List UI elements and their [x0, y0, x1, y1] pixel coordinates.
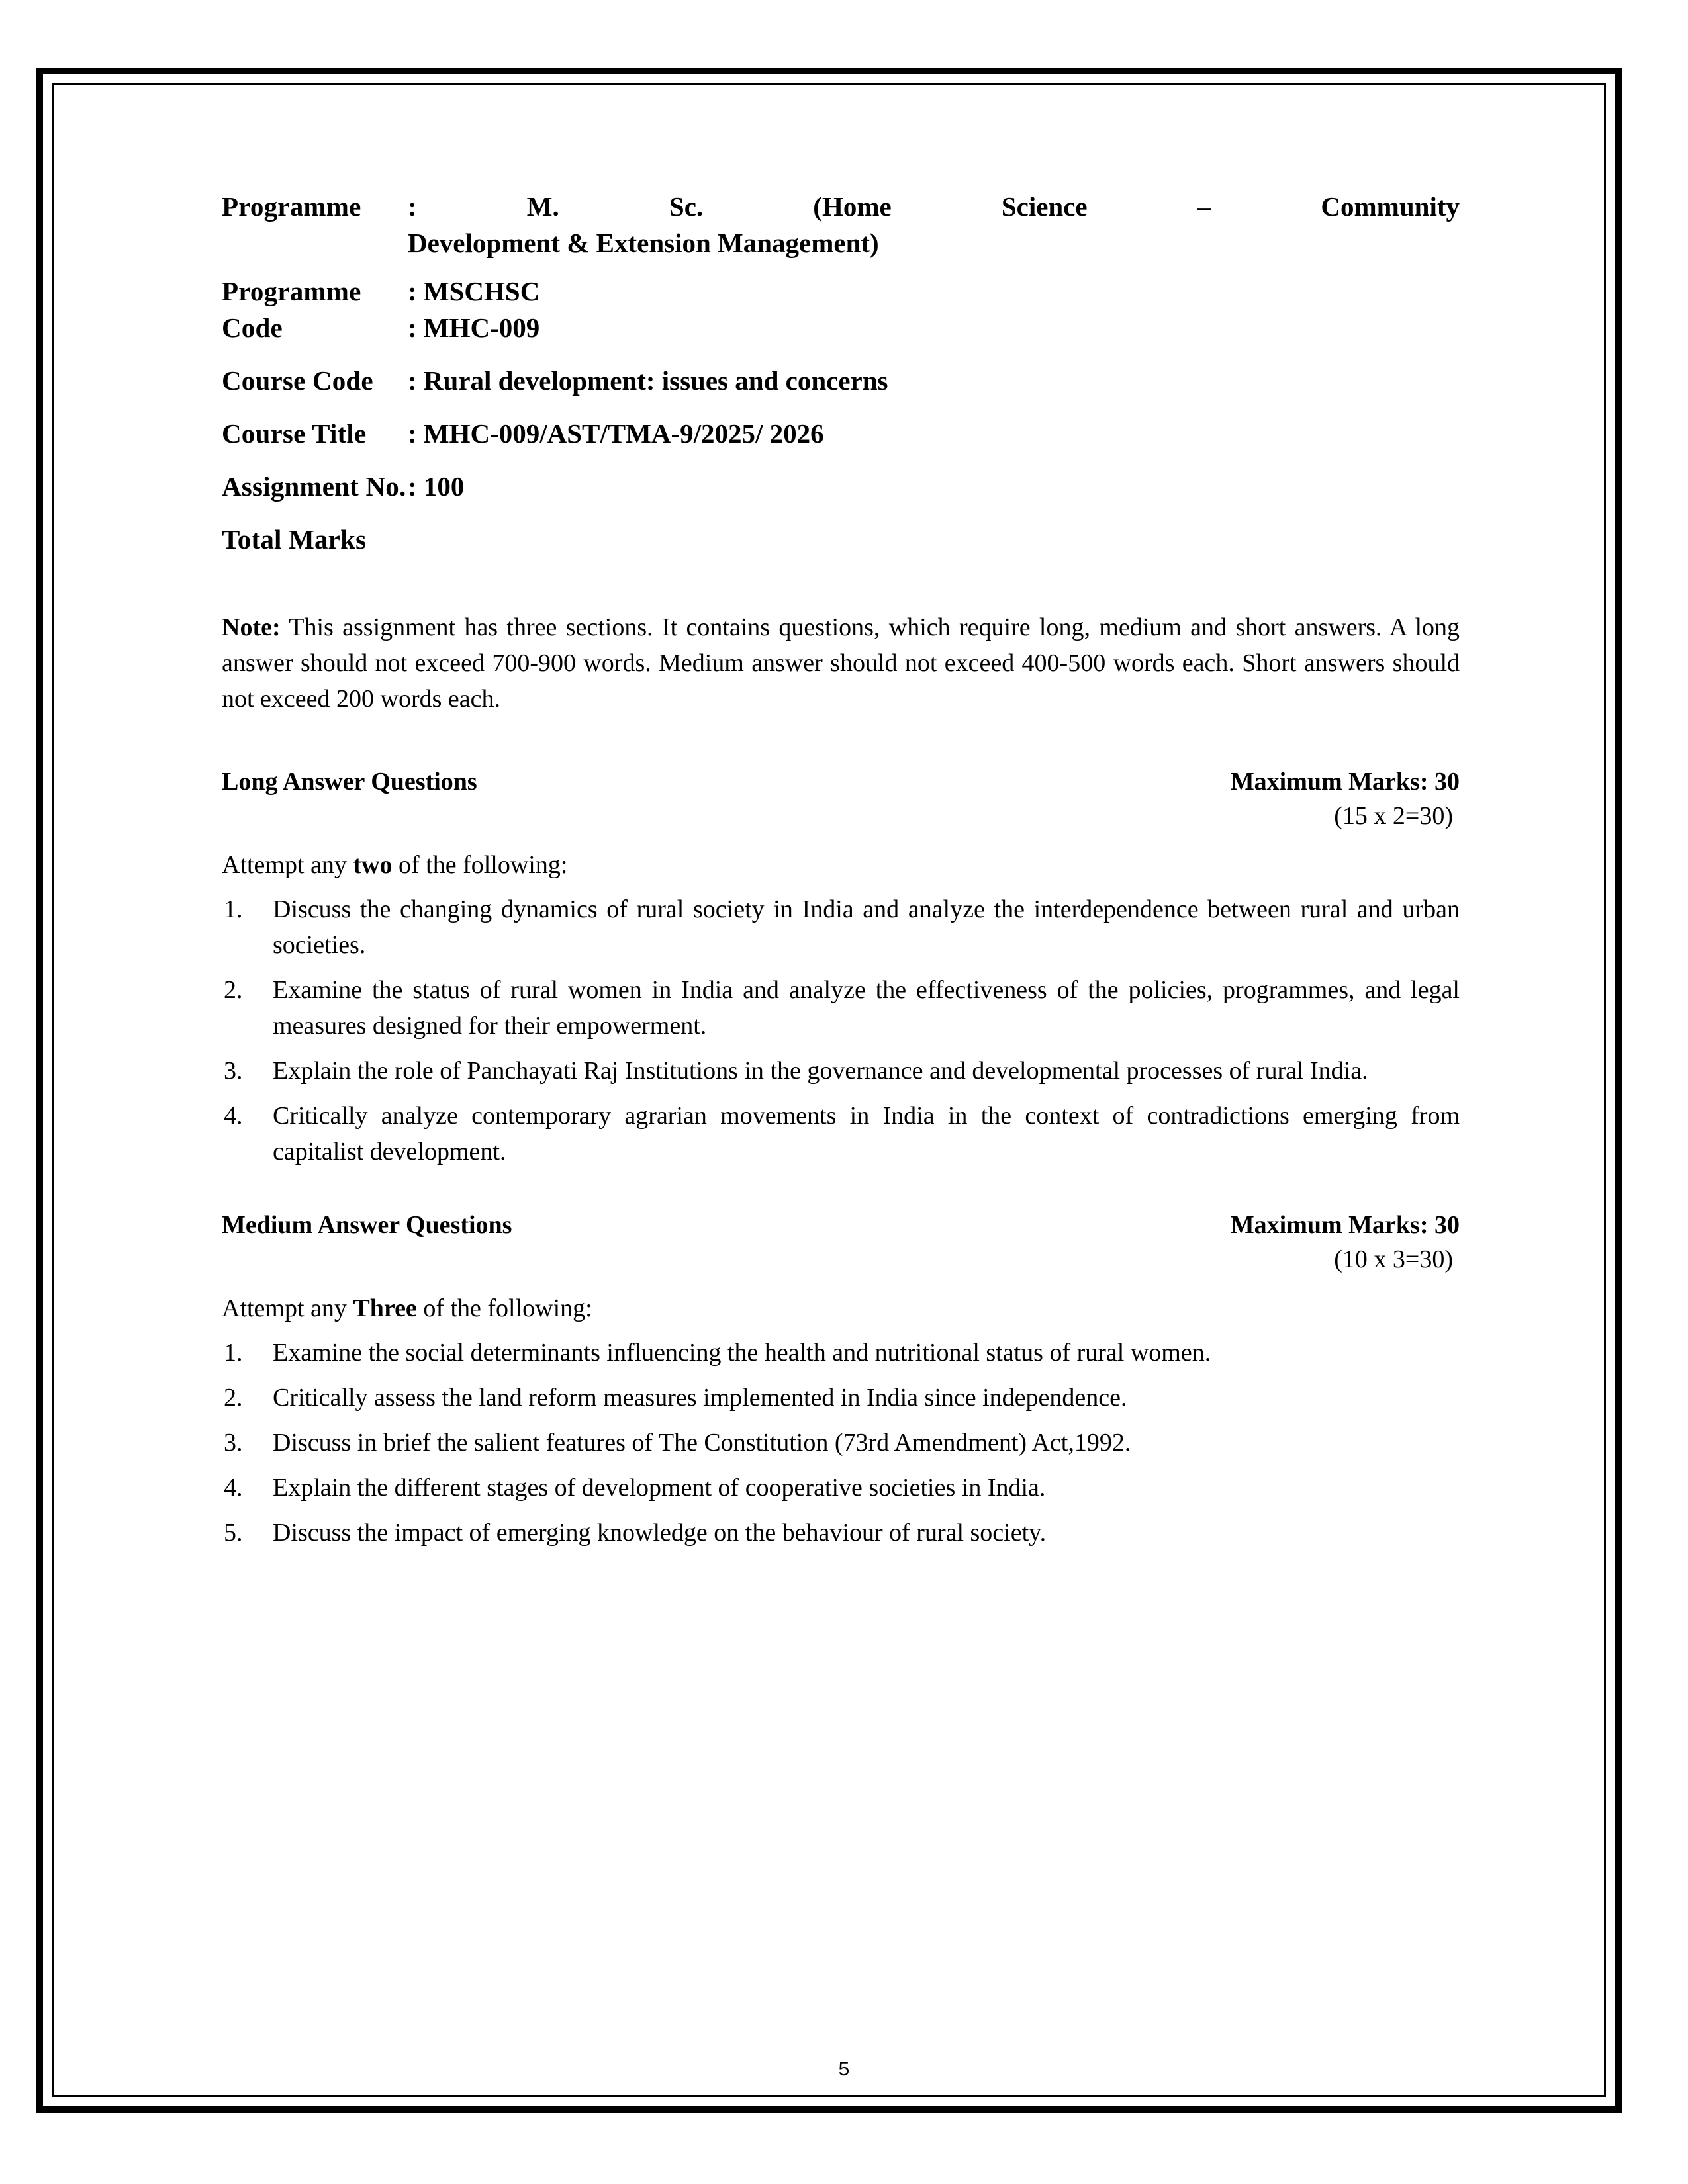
section-medium-answer-submarks: (10 x 3=30): [1334, 1246, 1453, 1273]
attempt-count-medium: Three: [353, 1295, 417, 1322]
meta-row-code: [222, 310, 1460, 346]
meta-label-code: Code: [222, 312, 283, 343]
meta-value-course-title: : MHC-009/AST/TMA-9/2025/ 2026: [408, 418, 824, 449]
section-long-answer-header: [222, 764, 1460, 799]
page-content: [222, 189, 1460, 1551]
meta-value-assignment-no: : 100: [408, 471, 465, 502]
list-item: Explain the role of Panchayati Raj Institutions in the governance and developmental processes of rural India.: [273, 1057, 1368, 1085]
list-item: Examine the status of rural women in India and analyze the effectiveness of the policies, programmes, and legal measures designed for their empowerment.: [273, 976, 1460, 1040]
meta-row-course-title: [222, 416, 1460, 452]
meta-label-programme-2: Programme: [222, 276, 361, 306]
attempt-suffix-long: of the following:: [392, 851, 568, 879]
list-item: Discuss in brief the salient features of The Constitution (73rd Amendment) Act,1992.: [273, 1429, 1131, 1457]
meta-row-course-code: [222, 363, 1460, 399]
attempt-prefix-long: Attempt any: [222, 851, 353, 879]
section-medium-answer-attempt: [222, 1291, 1460, 1326]
attempt-suffix-medium: of the following:: [416, 1295, 592, 1322]
meta-value-programme-line1: : M. Sc. (Home Science – Community: [408, 191, 1460, 222]
list-item: Discuss the impact of emerging knowledge on the behaviour of rural society.: [273, 1519, 1047, 1547]
meta-value-programme-line2: Development & Extension Management): [408, 228, 879, 258]
programme-meta-block: [222, 189, 1460, 558]
medium-answer-question-list: [222, 1335, 1460, 1551]
attempt-count-long: two: [353, 851, 393, 879]
attempt-prefix-medium: Attempt any: [222, 1295, 353, 1322]
list-item: Explain the different stages of development of cooperative societies in India.: [273, 1474, 1046, 1502]
meta-value-mhc009: : MHC-009: [408, 312, 540, 343]
meta-value-mschsc: : MSCHSC: [408, 276, 540, 306]
meta-label-assignment-no: Assignment No.: [222, 471, 406, 502]
meta-value-course-code: : Rural development: issues and concerns: [408, 365, 888, 396]
section-long-answer: [222, 764, 1460, 1169]
meta-row-programme: [222, 189, 1460, 261]
section-long-answer-title: Long Answer Questions: [222, 768, 477, 796]
note-text: This assignment has three sections. It contains questions, which require long, medium and short answers. A long answer should not exceed 700-900 words. Medium answer should not exceed 400-500 words each. Short answers should not exceed 200 words each.: [222, 614, 1460, 713]
section-medium-answer: [222, 1208, 1460, 1551]
section-medium-answer-title: Medium Answer Questions: [222, 1211, 512, 1239]
meta-label-course-code: Course Code: [222, 365, 373, 396]
section-medium-answer-marks: Maximum Marks: 30: [1230, 1211, 1460, 1239]
page-number: 5: [838, 2058, 850, 2080]
list-item: Discuss the changing dynamics of rural society in India and analyze the interdependence between rural and urban societies.: [273, 895, 1460, 959]
meta-label-course-title: Course Title: [222, 418, 367, 449]
list-item: Critically assess the land reform measures implemented in India since independence.: [273, 1384, 1127, 1412]
long-answer-question-list: [222, 891, 1460, 1169]
section-long-answer-submarks: (15 x 2=30): [1334, 802, 1453, 830]
section-long-answer-marks: Maximum Marks: 30: [1230, 768, 1460, 796]
note-label: Note:: [222, 614, 281, 641]
meta-row-programme-code-part1: [222, 273, 1460, 310]
meta-row-total-marks: [222, 522, 1460, 558]
list-item: Critically analyze contemporary agrarian movements in India in the context of contradictions emerging from capitalist development.: [273, 1102, 1460, 1165]
meta-row-assignment-no: [222, 469, 1460, 505]
meta-value-programme: [408, 189, 1460, 261]
list-item: Examine the social determinants influencing the health and nutritional status of rural women.: [273, 1339, 1211, 1367]
note-paragraph: [222, 610, 1460, 717]
meta-label-total-marks: Total Marks: [222, 524, 367, 555]
section-long-answer-attempt: [222, 848, 1460, 882]
section-medium-answer-header: [222, 1208, 1460, 1242]
meta-label-programme: Programme: [222, 191, 361, 222]
